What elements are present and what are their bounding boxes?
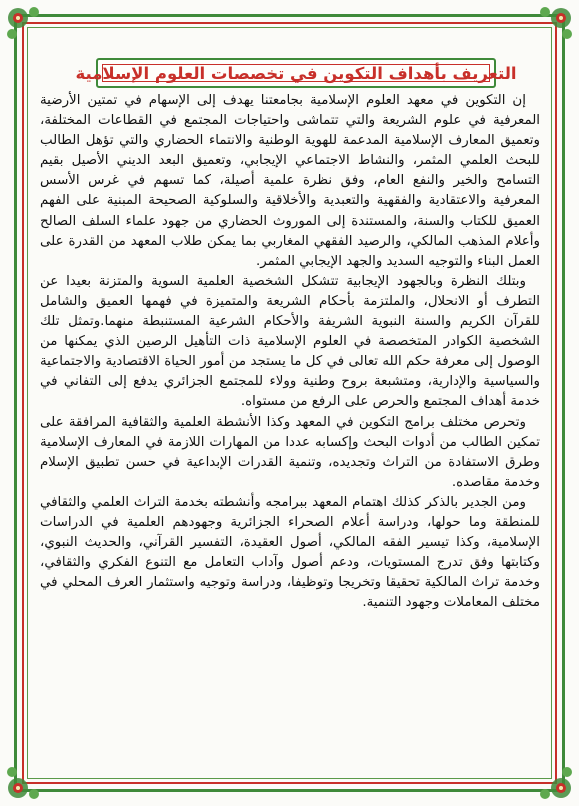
floral-corner-icon: [529, 756, 575, 802]
paragraph: إن التكوين في معهد العلوم الإسلامية بجامعتنا يهدف إلى الإسهام في تمتين الأرضية المعرفية في علوم الشريعة والتي تتماشى واحتياجات المجتمع في القطاعات المختلفة، وتعميق المعارف الإسلامية المدعمة للهوية الوطنية والانتماء الحضاري والتي تؤهل الطالب للبحث العلمي المثمر، والنشاط الاجتماعي الإيجابي، وتعميق البعد الديني الأصيل بقيم التسامح والخير والنفع العام، وفق نظرة علمية أصيلة، كما تسهم في غرس الأسس المعرفية والاعتقادية والفقهية والتعبدية والأخلاقية والسلوكية الصحيحة المبنية على الفهم العميق للكتاب والسنة، والمستندة إلى الموروث الحضاري من جهود علماء السلف الصالح وأعلام المذهب المالكي، والرصيد الفقهي المغاربي بما يمكن طلاب المعهد من القدرة على العمل البناء والتوجيه السديد والجهد الإيجابي المثمر.: [40, 93, 540, 269]
floral-corner-icon: [4, 756, 50, 802]
floral-corner-icon: [529, 4, 575, 50]
paragraph: وتحرص مختلف برامج التكوين في المعهد وكذا الأنشطة العلمية والثقافية المرافقة على تمكين الطالب من أدوات البحث وإكسابه عددا من المهارات اللازمة في المعارف الإسلامية وطرق الاستفادة من التراث وتجديده، وتنمية القدرات الإبداعية في حسن تطبيق الإسلام وخدمة مقاصده.: [40, 414, 540, 490]
document-body: [40, 91, 540, 736]
paragraph: وبتلك النظرة وبالجهود الإيجابية تتشكل الشخصية العلمية السوية والمتزنة بعيدا عن التطرف أو الانحلال، والملتزمة بأحكام الشريعة والمتميزة في فهمها العميق والشامل للقرآن الكريم والسنة النبوية الشريفة والأحكام الشرعية المستنبطة منهما.وتمثل تلك الشخصية الكوادر المتخصصة في العلوم الإسلامية ذات التأهيل الرصين الذي يمكنها من الوصول إلى معرفة حكم الله تعالى في كل ما يستجد من أمور الحياة الاقتصادية والاجتماعية والسياسية والإدارية، ومتشبعة بروح وطنية وولاء للمجتمع الجزائري يدفع إلى التفاني في خدمة أهداف المجتمع والحرص على الرفع من مستواه.: [40, 273, 540, 410]
title-banner: [75, 58, 517, 88]
paragraph: ومن الجدير بالذكر كذلك اهتمام المعهد ببرامجه وأنشطته بخدمة التراث العلمي والثقافي للمنطقة وما حولها، ودراسة أعلام الصحراء الجزائرية وجهودهم العلمية في الدراسات الإسلامية، وكذا تيسير الفقه المالكي، أصول العقيدة، التفسير القرآني، والحديث النبوي، وكتابتها وفق تدرج المستويات، ودعم أصول وآداب التعامل مع التنوع الفكري والثقافي، وخدمة تراث المالكية تحقيقا وتخريجا وتوظيفا، ودراسة وتوجيه واستثمار العرف المحلي في مختلف المعاملات وجهود التنمية.: [40, 494, 540, 611]
floral-corner-icon: [4, 4, 50, 50]
page-title: التعريف بأهداف التكوين في تخصصات العلوم الإسلامية: [75, 63, 517, 83]
